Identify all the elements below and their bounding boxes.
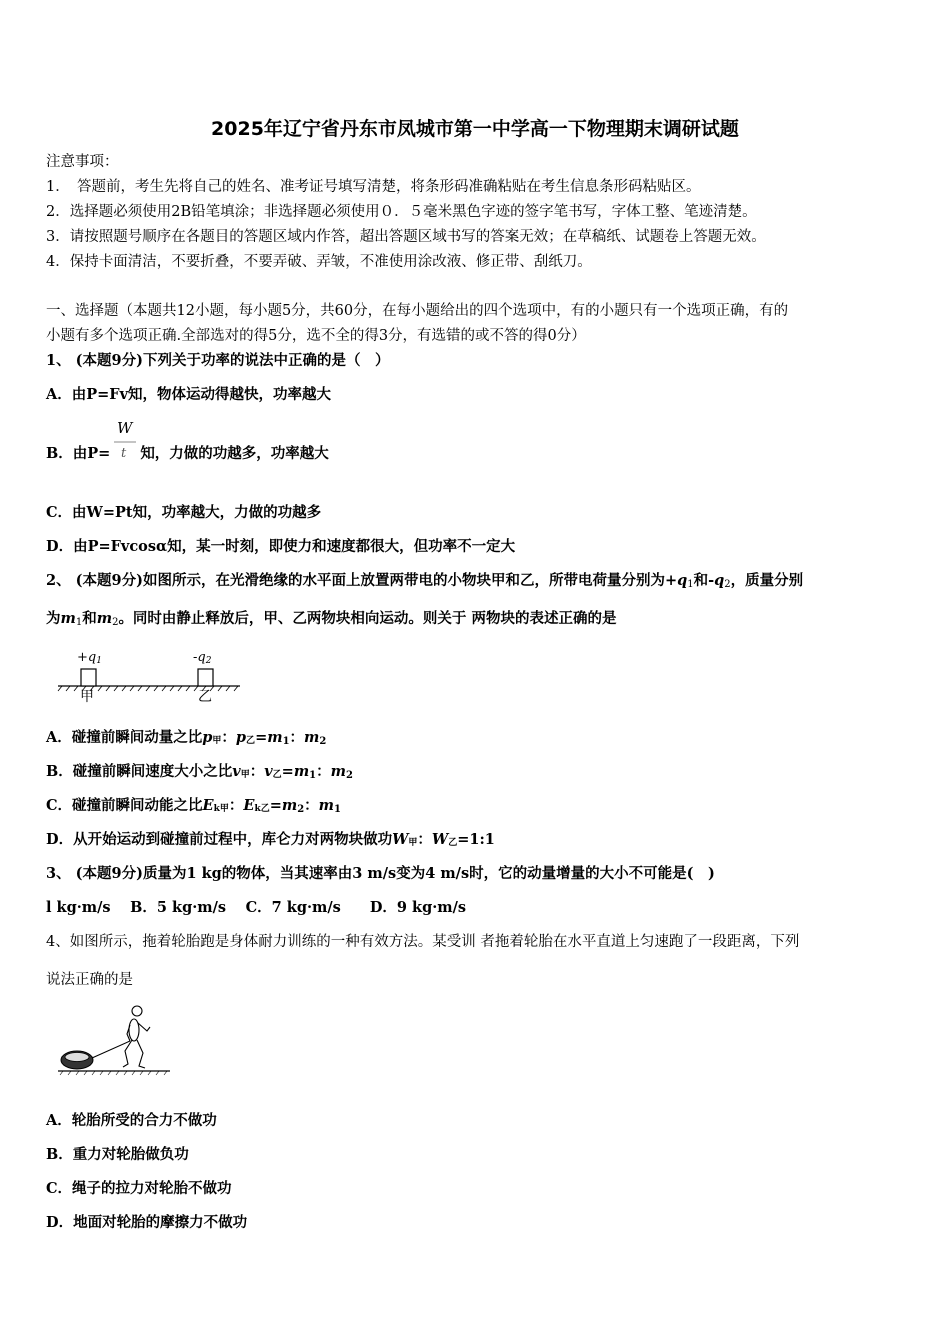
rope xyxy=(92,1041,130,1058)
q4-stem-line2: 说法正确的是 xyxy=(46,972,133,988)
notice-item-2: 2．选择题必须使用2B铅笔填涂；非选择题必须使用０．５毫米黑色字迹的签字笔书写，字体工整、笔迹清楚。 xyxy=(46,204,757,220)
notice-item-3: 3．请按照题号顺序在各题目的答题区域内作答，超出答题区域书写的答案无效；在草稿纸、试题卷上答题无效。 xyxy=(46,229,766,245)
q1-stem: 1、 (本题9分)下列关于功率的说法中正确的是（ ） xyxy=(46,352,390,369)
q1-option-a: A．由P=Fv知，物体运动得越快，功率越大 xyxy=(46,386,332,403)
q1-option-d: D．由P=Fvcosα知，某一时刻，即使力和速度都很大，但功率不一定大 xyxy=(46,538,516,555)
q1-option-c: C．由W=Pt知，功率越大，力做的功越多 xyxy=(46,504,322,521)
section-header-line2: 小题有多个选项正确.全部选对的得5分，选不全的得3分，有选错的或不答的得0分） xyxy=(46,328,586,344)
q2-option-c: C．碰撞前瞬间动能之比Ek甲：Ek乙$=m_2$：$m_1$ xyxy=(46,797,341,815)
q2-stem-line2: 为$m_1$和$m_2$。同时由静止释放后，甲、乙两物块相向运动。则关于 两物块的表述正确的是 xyxy=(46,610,617,628)
q2-charge-label: -q2 xyxy=(193,650,212,666)
q2-option-a: A．碰撞前瞬间动量之比p甲：p乙$=m_1$：$m_2$ xyxy=(46,729,327,747)
charged-blocks-figure xyxy=(52,645,247,705)
q4-option-a: A．轮胎所受的合力不做功 xyxy=(46,1112,217,1129)
q3-options: l kg·m/s B．5 kg·m/s C．7 kg·m/s D．9 kg·m/s xyxy=(46,899,467,916)
q4-option-d: D．地面对轮胎的摩擦力不做功 xyxy=(46,1214,248,1231)
q1-fraction-denominator: t xyxy=(121,446,127,461)
q3-stem: 3、 (本题9分)质量为1 kg的物体，当其速率由3 m/s变为4 m/s时，它的动量增量的大小不可能是( ) xyxy=(46,865,715,882)
q2-option-d: D．从开始运动到碰撞前过程中，库仑力对两物块做功W甲：W乙=1:1 xyxy=(46,831,495,848)
block-jia xyxy=(81,669,96,686)
notice-item-4: 4．保持卡面清洁，不要折叠，不要弄破、弄皱，不准使用涂改液、修正带、刮纸刀。 xyxy=(46,254,592,270)
section-header-line1: 一、选择题（本题共12小题，每小题5分，共60分，在每小题给出的四个选项中，有的小题只有一个选项正确，有的 xyxy=(46,303,789,319)
notice-item-1: 1． 答题前，考生先将自己的姓名、准考证号填写清楚，将条形码准确粘贴在考生信息条形码粘贴区。 xyxy=(46,179,701,195)
tire-drag-figure xyxy=(55,998,175,1078)
page-title: 2025年辽宁省丹东市凤城市第一中学高一下物理期末调研试题 xyxy=(211,118,739,140)
notice-heading: 注意事项： xyxy=(46,154,119,170)
fraction-bar xyxy=(114,441,138,443)
runner xyxy=(123,1006,150,1068)
block-yi xyxy=(198,669,213,686)
block-jia-label: 甲 xyxy=(80,689,94,705)
q2-option-b: B．碰撞前瞬间速度大小之比v甲：v乙$=m_1$：$m_2$ xyxy=(46,763,353,781)
q1-charge-label: +q1 xyxy=(77,650,102,666)
q1-option-b: B．由P= 知，力做的功越多，功率越大 xyxy=(46,445,329,462)
q4-option-c: C．绳子的拉力对轮胎不做功 xyxy=(46,1180,232,1197)
q1-fraction-numerator: W xyxy=(117,419,133,437)
q2-stem-line1: 2、 (本题9分)如图所示，在光滑绝缘的水平面上放置两带电的小物块甲和乙，所带电荷量分别为$+q_1$和$-q_2$，质量分别 xyxy=(46,572,804,590)
q4-option-b: B．重力对轮胎做负功 xyxy=(46,1146,189,1163)
block-yi-label: 乙 xyxy=(198,689,212,705)
q4-stem-line1: 4、如图所示，拖着轮胎跑是身体耐力训练的一种有效方法。某受训 者拖着轮胎在水平直道上匀速跑了一段距离，下列 xyxy=(46,934,800,950)
